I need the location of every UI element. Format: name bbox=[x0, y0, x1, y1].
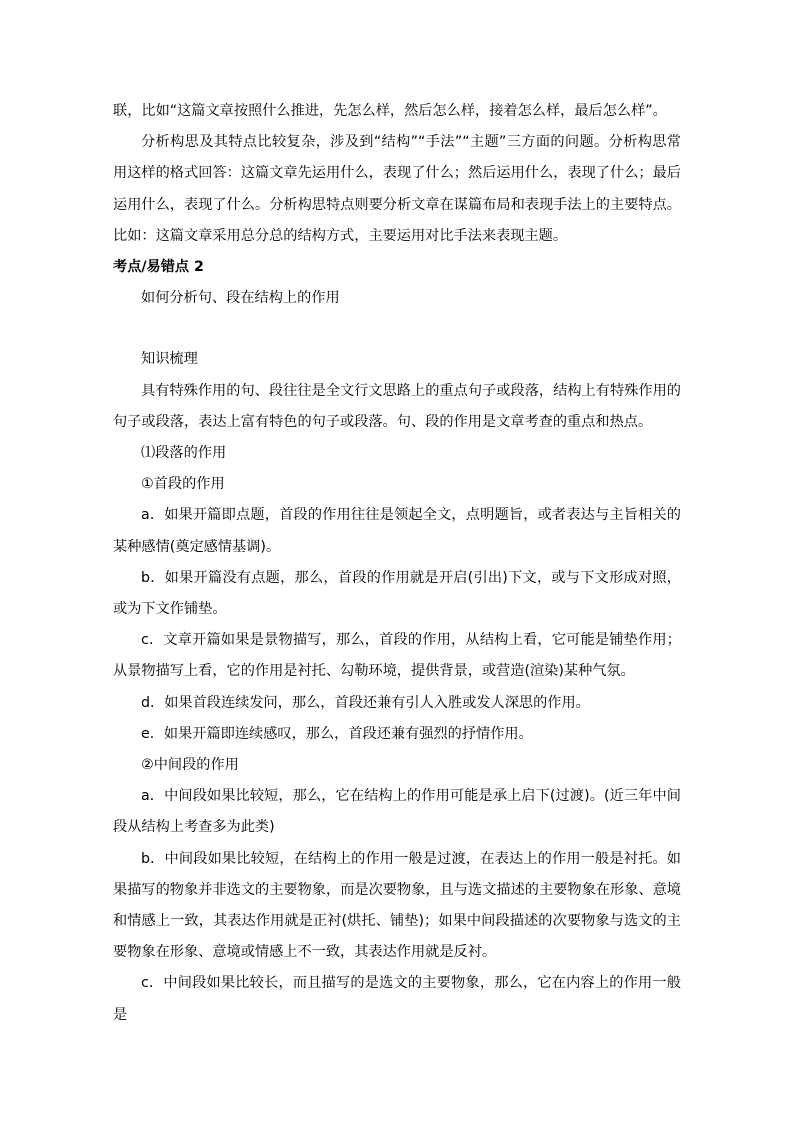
paragraph-intro: 具有特殊作用的句、段往往是全文行文思路上的重点句子或段落，结构上有特殊作用的句子或段落，表达上富有特色的句子或段落。句、段的作用是文章考查的重点和热点。 bbox=[113, 382, 681, 430]
paragraph-continuation: 联，比如“这篇文章按照什么推进，先怎么样，然后怎么样，接着怎么样，最后怎么样”。 bbox=[113, 103, 667, 119]
list-item-a2: a．中间段如果比较短，那么，它在结构上的作用可能是承上启下(过渡)。(近三年中间段从结构上考查多为此类) bbox=[113, 788, 681, 836]
list-item-a1: a．如果开篇即点题，首段的作用往往是领起全文，点明题旨，或者表达与主旨相关的某种感情(奠定感情基调)。 bbox=[113, 507, 681, 555]
list-item-b2: b．中间段如果比较短，在结构上的作用一般是过渡，在表达上的作用一般是衬托。如果描写的物象并非选文的主要物象，而是次要物象，且与选文描述的主要物象在形象、意境和情感上一致，其表达作用就是正衬(烘托、铺垫)；如果中间段描述的次要物象与选文的主要物象在形象、意境或情感上不一致，其表达作用就是反衬。 bbox=[113, 850, 681, 961]
paragraph-structure-analysis: 分析构思及其特点比较复杂，涉及到“结构”“手法”“主题”三方面的问题。分析构思常用这样的格式回答：这篇文章先运用什么，表现了什么；然后运用什么，表现了什么；最后运用什么，表现了什么。分析构思特点则要分析文章在谋篇布局和表现手法上的主要特点。比如：这篇文章采用总分总的结构方式，主要运用对比手法来表现主题。 bbox=[113, 134, 681, 244]
list-item-e1: e．如果开篇即连续感叹，那么，首段还兼有强烈的抒情作用。 bbox=[141, 725, 533, 742]
subsection-first-paragraph: ①首段的作用 bbox=[141, 476, 225, 493]
document-page bbox=[113, 96, 681, 1031]
section-heading: 考点/易错点 2 bbox=[113, 259, 204, 276]
list-item-c2: c．中间段如果比较长，而且描写的是选文的主要物象，那么，它在内容上的作用一般是 bbox=[113, 975, 681, 1023]
list-item-b1: b．如果开篇没有点题，那么，首段的作用就是开启(引出)下文，或与下文形成对照，或为下文作铺垫。 bbox=[113, 569, 681, 618]
list-item-d1: d．如果首段连续发问，那么，首段还兼有引人入胜或发人深思的作用。 bbox=[141, 694, 590, 711]
knowledge-title: 知识梳理 bbox=[141, 351, 198, 368]
subsection-middle-paragraph: ②中间段的作用 bbox=[141, 757, 239, 774]
section-subtitle: 如何分析句、段在结构上的作用 bbox=[141, 290, 340, 307]
subsection-paragraph-role: ⑴段落的作用 bbox=[141, 445, 227, 462]
spacer bbox=[113, 314, 681, 344]
list-item-c1: c．文章开篇如果是景物描写，那么，首段的作用，从结构上看，它可能是铺垫作用；从景物描写上看，它的作用是衬托、勾勒环境，提供背景，或营造(渲染)某种气氛。 bbox=[113, 632, 681, 680]
